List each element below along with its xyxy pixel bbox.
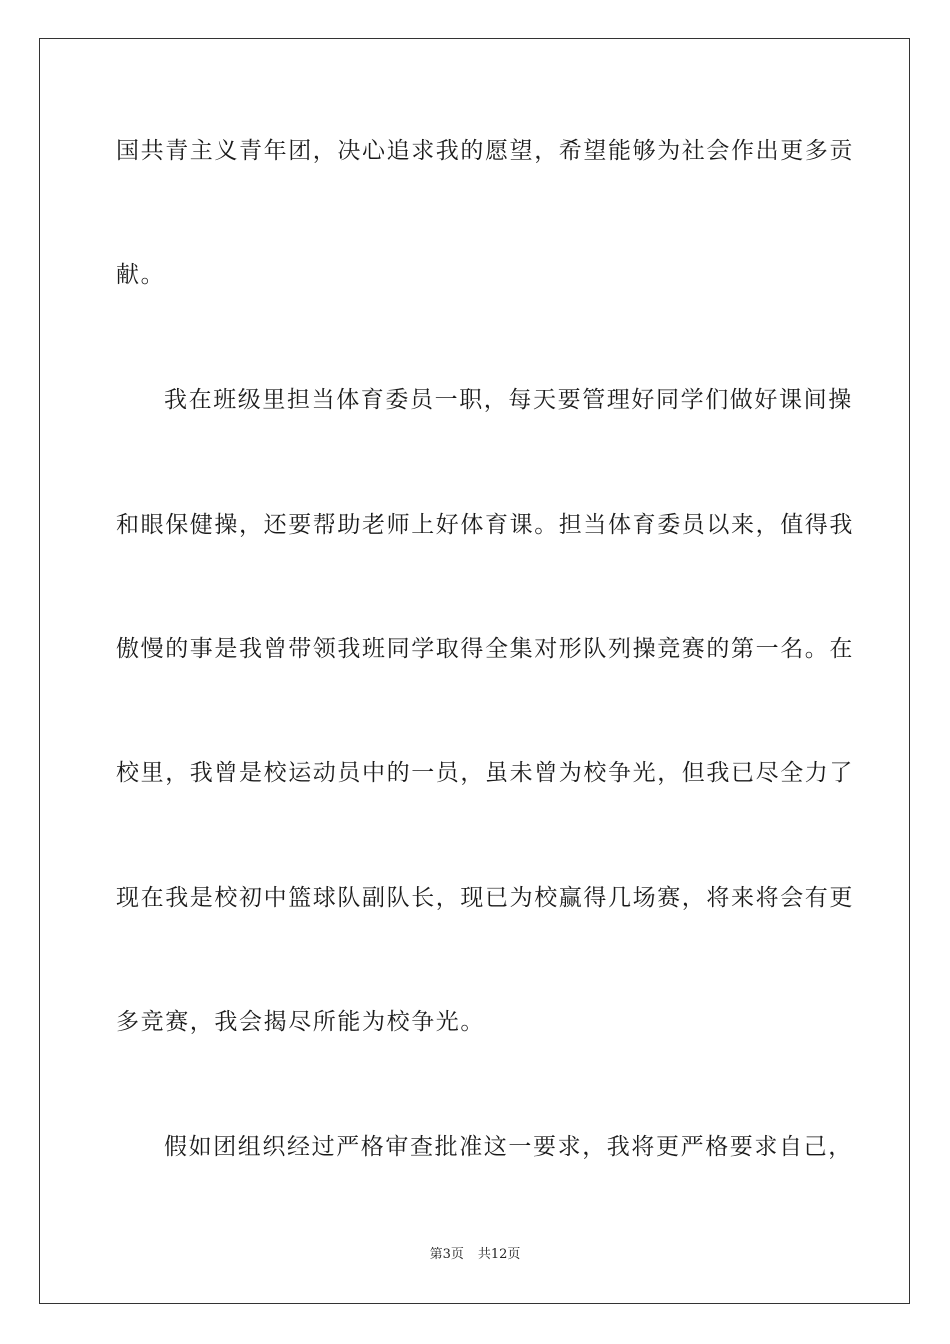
page-border	[39, 38, 910, 1304]
page-footer	[0, 1246, 950, 1264]
page-number-current: 第3页	[429, 1247, 464, 1262]
body-text-line: 假如团组织经过严格审查批准这一要求，我将更严格要求自己，	[164, 1134, 853, 1160]
body-text-line: 国共青主义青年团，决心追求我的愿望，希望能够为社会作出更多贡	[116, 138, 854, 164]
body-text-line: 现在我是校初中篮球队副队长，现已为校赢得几场赛，将来将会有更	[116, 885, 854, 911]
body-text-line: 献。	[116, 262, 166, 288]
body-text-line: 多竞赛，我会揭尽所能为校争光。	[116, 1009, 485, 1035]
body-text-line: 我在班级里担当体育委员一职，每天要管理好同学们做好课间操	[164, 387, 853, 413]
page-number-total: 共12页	[477, 1247, 521, 1262]
body-text-line: 傲慢的事是我曾带领我班同学取得全集对形队列操竞赛的第一名。在	[116, 636, 854, 662]
body-text-line: 校里，我曾是校运动员中的一员，虽未曾为校争光，但我已尽全力了	[116, 760, 854, 786]
body-text-line: 和眼保健操，还要帮助老师上好体育课。担当体育委员以来，值得我	[116, 512, 854, 538]
